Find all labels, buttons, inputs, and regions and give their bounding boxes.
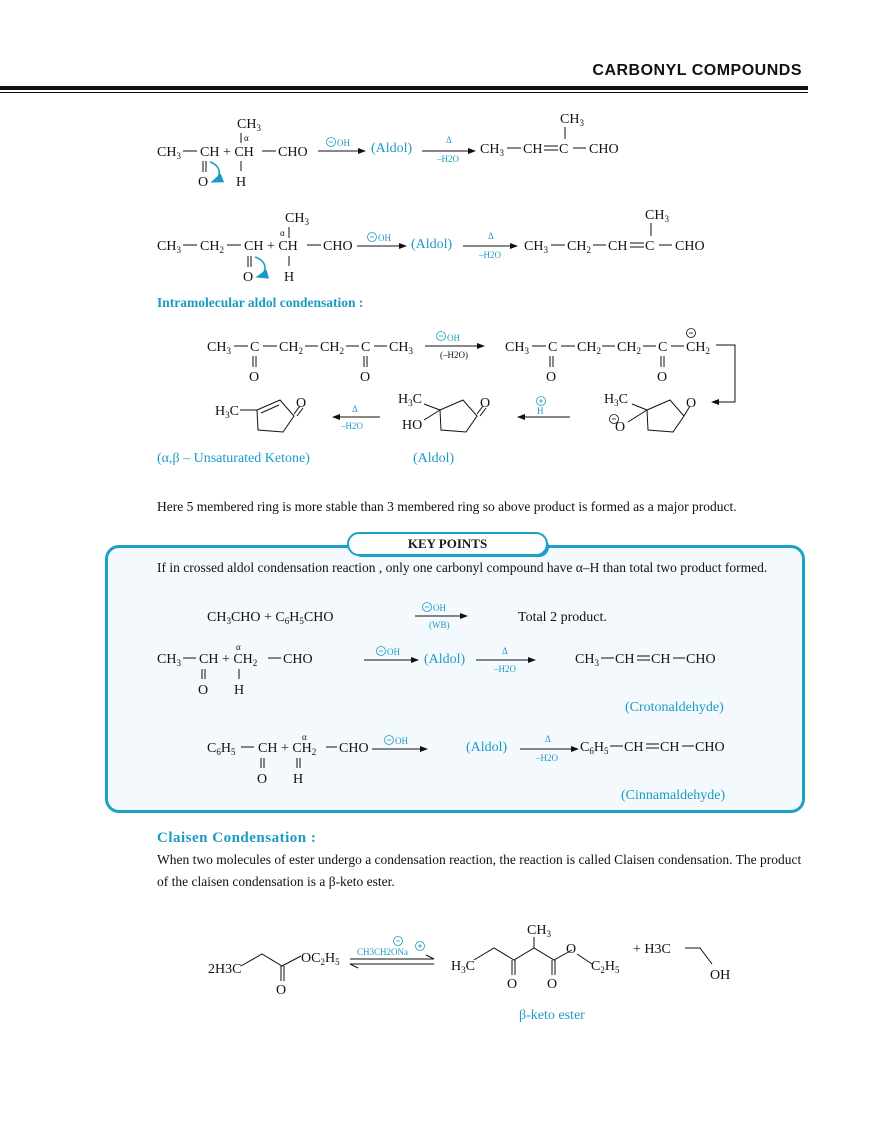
svg-text:C: C [361, 340, 371, 355]
svg-text:H3C: $H_3C$ [398, 392, 422, 408]
svg-text:O: O [257, 772, 268, 787]
svg-text:CH2: $CH_2$ [320, 340, 344, 356]
svg-text:CH + CH: CH + CH [244, 239, 298, 254]
svg-text:H3C: $H_3C$ [604, 392, 628, 408]
svg-text:CH + CH2: CH + $CH_2$ [199, 652, 258, 668]
svg-text:CH3: $CH_3$ [237, 117, 261, 133]
svg-text:–H2O: –H2O [536, 753, 558, 763]
intramolecular-heading: Intramolecular aldol condensation : [157, 295, 364, 310]
svg-text:CHO: CHO [675, 239, 705, 254]
svg-text:OH: OH [378, 233, 391, 243]
svg-text:Δ: Δ [488, 231, 494, 241]
svg-text:O: O [296, 396, 307, 411]
svg-text:OH: OH [433, 603, 446, 613]
svg-text:CHO: CHO [283, 652, 313, 667]
svg-text:C: C [645, 239, 655, 254]
svg-text:CH: CH [651, 652, 671, 667]
svg-text:Δ: Δ [352, 404, 358, 414]
svg-text:O: O [249, 370, 260, 385]
svg-text:CH3: $CH_3$ [505, 340, 529, 356]
ring-stability-note: Here 5 membered ring is more stable than 3 membered ring so above product is formed as a major product. [157, 499, 737, 514]
svg-text:CH3: $CH_3$ [560, 112, 584, 128]
svg-text:CH: CH [660, 740, 680, 755]
svg-text:CH3: $CH_3$ [575, 652, 599, 668]
svg-text:O: O [198, 175, 209, 190]
svg-text:(–H2O): (–H2O) [440, 350, 468, 360]
svg-text:CH: CH [523, 142, 543, 157]
svg-text:CH3: $CH_3$ [527, 923, 551, 939]
svg-text:CH3: $CH_3$ [524, 239, 548, 255]
svg-text:H: H [293, 772, 304, 787]
svg-text:CHO: CHO [278, 145, 308, 160]
svg-text:2H3C: 2H3C [208, 962, 242, 977]
svg-text:(Cinnamaldehyde): (Cinnamaldehyde) [621, 788, 726, 803]
svg-text:CH3CH2ONa: CH3CH2ONa [357, 947, 408, 957]
svg-text:CH2: $CH_2$ [617, 340, 641, 356]
svg-text:CH3: $CH_3$ [157, 239, 181, 255]
svg-text:O: O [547, 977, 558, 992]
svg-text:(Aldol): (Aldol) [371, 141, 413, 156]
svg-text:–H2O: –H2O [494, 664, 516, 674]
svg-text:O: O [546, 370, 557, 385]
svg-text:OC2H5: $OC_2H_5$ [301, 951, 340, 967]
svg-text:OH: OH [337, 138, 350, 148]
svg-text:CH3: $CH_3$ [389, 340, 413, 356]
svg-text:Δ: Δ [545, 734, 551, 744]
svg-text:CH: CH [608, 239, 628, 254]
page-title: CARBONYL COMPOUNDS [592, 62, 802, 79]
svg-text:(Aldol): (Aldol) [413, 451, 455, 466]
svg-text:CH2: $CH_2$ [567, 239, 591, 255]
svg-text:Δ: Δ [502, 646, 508, 656]
svg-text:C2H5: $C_2H_5$ [591, 959, 620, 975]
svg-text:CH3: $CH_3$ [207, 340, 231, 356]
svg-text:CH2: $CH_2$ [686, 340, 710, 356]
claisen-text: When two molecules of ester undergo a condensation reaction, the reaction is called Claisen condensation. The product of the claisen condensation is a β-keto ester. [157, 852, 802, 889]
svg-text:α: α [302, 732, 307, 742]
svg-text:α: α [244, 133, 249, 143]
svg-text:+ H3C: + H3C [633, 942, 671, 957]
svg-text:CHO: CHO [686, 652, 716, 667]
svg-text:H: H [537, 406, 544, 416]
svg-text:O: O [243, 270, 254, 285]
svg-text:O: O [276, 983, 287, 998]
svg-text:O: O [615, 420, 626, 435]
svg-text:OH: OH [395, 736, 408, 746]
svg-text:–H2O: –H2O [437, 154, 459, 164]
svg-text:β-keto ester: β-keto ester [519, 1008, 585, 1023]
svg-text:HO: HO [402, 418, 423, 433]
svg-text:CH: CH [624, 740, 644, 755]
svg-text:CH2: $CH_2$ [279, 340, 303, 356]
svg-text:H: H [234, 683, 245, 698]
svg-text:O: O [657, 370, 668, 385]
svg-text:(Aldol): (Aldol) [424, 652, 466, 667]
svg-text:O: O [480, 396, 491, 411]
svg-text:α: α [236, 642, 241, 652]
svg-text:OH: OH [447, 333, 460, 343]
svg-text:(WB): (WB) [429, 620, 450, 630]
svg-text:(Aldol): (Aldol) [411, 237, 453, 252]
svg-text:(Aldol): (Aldol) [466, 740, 508, 755]
svg-text:CH2: $CH_2$ [200, 239, 224, 255]
svg-text:OH: OH [387, 647, 400, 657]
svg-text:H: H [284, 270, 295, 285]
svg-text:O: O [507, 977, 518, 992]
svg-text:OH: OH [710, 968, 731, 983]
svg-text:O: O [198, 683, 209, 698]
svg-text:CHO: CHO [323, 239, 353, 254]
svg-text:C: C [250, 340, 260, 355]
svg-text:CHO: CHO [695, 740, 725, 755]
key-points-tab: KEY POINTS [347, 532, 548, 556]
svg-text:H3C: $H_3C$ [215, 404, 239, 420]
svg-text:O: O [360, 370, 371, 385]
svg-text:CH3: $CH_3$ [157, 652, 181, 668]
svg-text:CH3: $CH_3$ [157, 145, 181, 161]
svg-text:CH3: $CH_3$ [480, 142, 504, 158]
svg-text:C: C [559, 142, 569, 157]
svg-text:CHO: CHO [589, 142, 619, 157]
svg-text:CHO: CHO [339, 741, 369, 756]
svg-text:O: O [686, 396, 697, 411]
total-products: Total 2 product. [518, 610, 607, 625]
svg-text:C6H5: $C_6H_5$ [207, 741, 236, 757]
svg-text:CH3CHO + C6H5CHO: $CH_3CHO + C_6H_5CHO$ [207, 610, 334, 626]
svg-text:–H2O: –H2O [479, 250, 501, 260]
svg-text:CH2: $CH_2$ [577, 340, 601, 356]
key-points-text: If in crossed aldol condensation reaction , only one carbonyl compound have α–H than total two product formed. [157, 560, 768, 575]
svg-text:α: α [280, 228, 285, 238]
svg-text:(Crotonaldehyde): (Crotonaldehyde) [625, 700, 724, 715]
svg-text:H3C: $H_3C$ [451, 959, 475, 975]
claisen-heading: Claisen Condensation : [157, 830, 317, 846]
svg-text:C: C [548, 340, 558, 355]
svg-text:O: O [566, 942, 577, 957]
svg-text:H: H [236, 175, 247, 190]
svg-text:CH: CH [615, 652, 635, 667]
svg-text:CH3: $CH_3$ [645, 208, 669, 224]
svg-text:(α,β – Unsaturated Ketone): (α,β – Unsaturated Ketone) [157, 451, 310, 466]
svg-text:C6H5: $C_6H_5$ [580, 740, 609, 756]
svg-text:C: C [658, 340, 668, 355]
svg-text:CH3: $CH_3$ [285, 211, 309, 227]
svg-text:CH + CH2: CH + $CH_2$ [258, 741, 317, 757]
svg-text:–H2O: –H2O [341, 421, 363, 431]
svg-text:CH + CH: CH + CH [200, 145, 254, 160]
svg-text:Δ: Δ [446, 135, 452, 145]
